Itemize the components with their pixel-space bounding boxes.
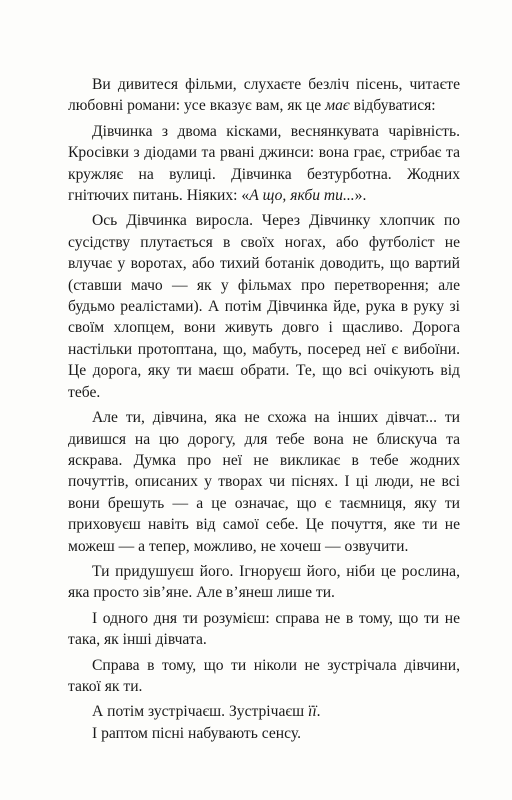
paragraph-4 xyxy=(68,407,460,557)
text-run: А потім зустрічаєш. Зустрічаєш xyxy=(92,703,308,721)
paragraph-6 xyxy=(68,608,460,651)
paragraph-5 xyxy=(68,561,460,604)
text-run: Ти придушуєш його. Ігноруєш його, ніби це рослина, яка просто зів’яне. Але в’янеш лише ти. xyxy=(68,562,460,602)
text-run: ». xyxy=(354,187,367,205)
emphasis-text: А що, якби ти... xyxy=(249,187,355,205)
paragraph-3 xyxy=(68,210,460,403)
text-run: Ось Дівчинка виросла. Через Дівчинку хлопчик по сусідству плутається в своїх ногах, або футболіст не влучає у воротах, або тихий ботанік доводить, що вартий (ставши мачо — як у фільмах про перетворення; але будьмо реалістами). А потім Дівчинка йде, рука в руку зі своїм хлопцем, вони живуть довго і щасливо. Дорога настільки протоптана, що, мабуть, посеред неї є вибоїни. Це дорога, яку ти маєш обрати. Те, що всі очікують від тебе. xyxy=(68,212,460,401)
paragraph-9 xyxy=(68,723,460,744)
body-text xyxy=(68,74,460,744)
paragraph-2 xyxy=(68,121,460,207)
emphasis-text: її xyxy=(307,703,317,721)
text-run: . xyxy=(316,703,321,721)
paragraph-7 xyxy=(68,655,460,698)
text-run: Ви дивитеся фільми, слухаєте безліч пісень, читаєте любовні романи: усе вказує вам, як це xyxy=(68,76,460,115)
emphasis-text: має xyxy=(325,97,350,115)
text-run: Справа в тому, що ти ніколи не зустрічала дівчини, такої як ти. xyxy=(68,656,460,695)
text-run: Дівчинка з двома кісками, веснянкувата чарівність. Кросівки з діодами та рвані джинси: вона грає, стрибає та кружляє на вулиці. Дівчинка безтурботна. Жодних гнітючих питань. Ніяких: « xyxy=(68,122,460,205)
text-run: відбуватися: xyxy=(349,97,436,115)
text-run: Але ти, дівчина, яка не схожа на інших дівчат... ти дивишся на цю дорогу, для тебе вона не блискуча та яскрава. Думка про неї не викликає в тебе жодних почуттів, описаних у творах чи піснях. І ці люди, не всі вони брешуть — а це означає, що є таємниця, яку ти приховуєш навіть від самої себе. Це почуття, яке ти не можеш — а тепер, можливо, не хочеш — озвучити. xyxy=(68,409,460,555)
text-run: І одного дня ти розумієш: справа не в тому, що ти не така, як інші дівчата. xyxy=(68,609,460,649)
paragraph-1 xyxy=(68,74,460,117)
text-run: І раптом пісні набувають сенсу. xyxy=(92,724,301,742)
paragraph-8 xyxy=(68,701,460,722)
